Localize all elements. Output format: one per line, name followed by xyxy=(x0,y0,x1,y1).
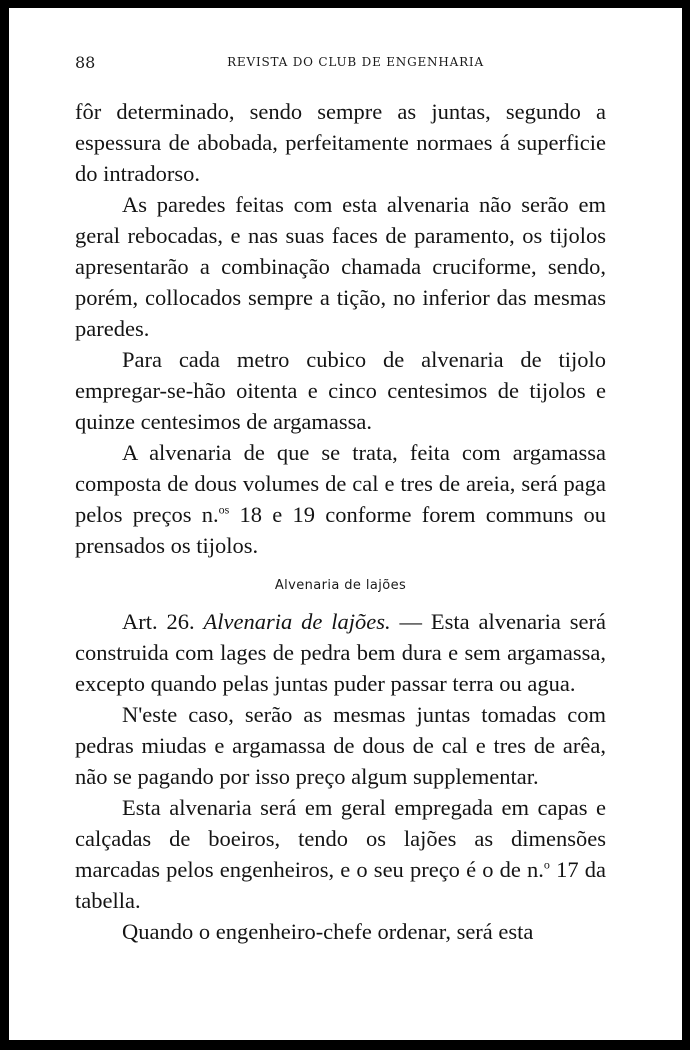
text-block-2 xyxy=(75,606,606,947)
paragraph-preco-tail: 18 e 19 conforme forem communs ou prensados os tijolos. xyxy=(75,502,606,558)
paragraph-continuation: fôr determinado, sendo sempre as juntas, segundo a espessura de abobada, perfeitamente normaes á superficie do intradorso. xyxy=(75,99,606,186)
paragraph-emprego-tail: 17 da tabella. xyxy=(75,857,606,913)
superscript-os: os xyxy=(218,502,230,517)
text-block-1 xyxy=(75,96,606,561)
article-number: Art. 26. xyxy=(122,609,195,634)
paragraph-emprego xyxy=(75,792,606,916)
paragraph-metro-cubico: Para cada metro cubico de alvenaria de tijolo empregar-se-hão oitenta e cinco centesimos de tijolos e quinze centesimos de argamassa. xyxy=(75,347,606,434)
running-title: REVISTA DO CLUB DE ENGENHARIA xyxy=(227,55,484,69)
article-text: — Esta alvenaria será construida com lages de pedra bem dura e sem argamassa, excepto quando pelas juntas puder passar terra ou agua. xyxy=(75,609,606,696)
section-heading: Alvenaria de lajões xyxy=(274,578,407,593)
page-header xyxy=(75,53,598,73)
article-title: Alvenaria de lajões. xyxy=(203,609,391,634)
article-26 xyxy=(75,606,606,699)
page-number: 88 xyxy=(75,53,96,72)
paragraph-emprego-text: Esta alvenaria será em geral empregada em capas e calçadas de boeiros, tendo os lajões as dimensões marcadas pelos engenheiros, e o seu preço é o de n. xyxy=(75,795,606,882)
paragraph-preco-text: A alvenaria de que se trata, feita com argamassa composta de dous volumes de cal e tres de areia, será paga pelos preços n. xyxy=(75,440,606,527)
page xyxy=(9,8,682,1040)
paragraph-paredes: As paredes feitas com esta alvenaria não serão em geral rebocadas, e nas suas faces de paramento, os tijolos apresentarão a combinação chamada cruciforme, sendo, porém, collocados sempre a tição, no inferior das mesmas paredes. xyxy=(75,192,606,341)
paragraph-preco xyxy=(75,437,606,561)
paragraph-engenheiro-chefe: Quando o engenheiro-chefe ordenar, será esta xyxy=(122,919,534,944)
paragraph-juntas: N'este caso, serão as mesmas juntas tomadas com pedras miudas e argamassa de dous de cal e tres de arêa, não se pagando por isso preço algum supplementar. xyxy=(75,702,606,789)
superscript-o: o xyxy=(543,857,550,872)
